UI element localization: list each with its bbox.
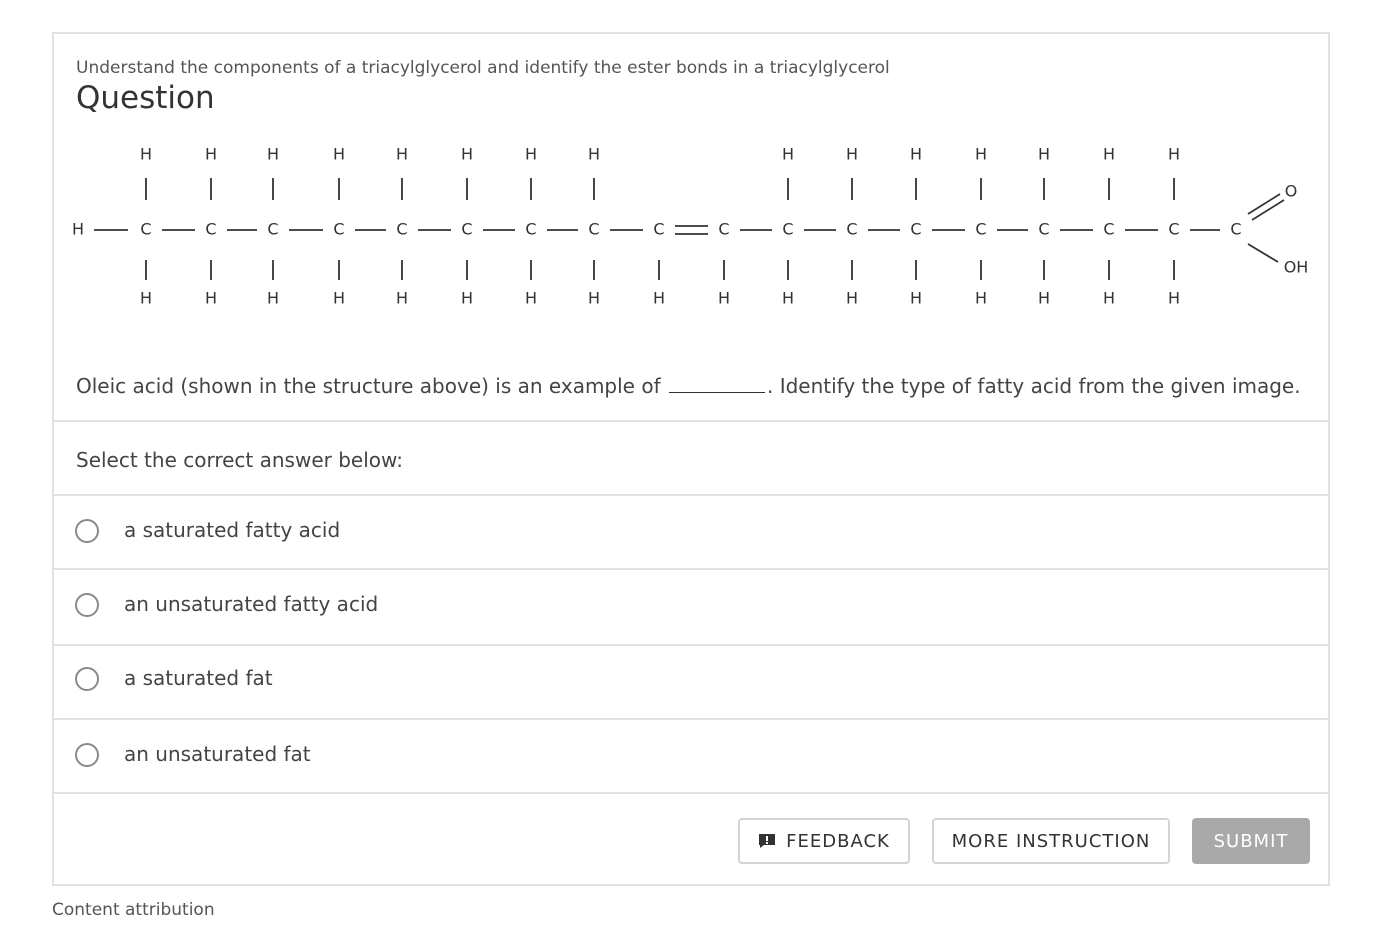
question-title: Question	[76, 80, 215, 116]
content-attribution-link[interactable]: Content attribution	[52, 900, 215, 920]
hydrogen-atom: H	[781, 288, 795, 308]
carbon-atom: C	[653, 219, 665, 239]
hydrogen-atom: H	[524, 288, 538, 308]
hydrogen-atom: H	[71, 219, 85, 239]
divider	[54, 792, 1330, 794]
hydrogen-atom: H	[974, 144, 988, 164]
carbon-atom: C	[461, 219, 473, 239]
carbon-atom: C	[1230, 219, 1242, 239]
more-instruction-button[interactable]	[932, 818, 1170, 864]
carbon-atom: C	[333, 219, 345, 239]
carbon-atom: C	[846, 219, 858, 239]
prompt-text-after: . Identify the type of fatty acid from the given image.	[766, 374, 1301, 398]
feedback-label: FEEDBACK	[786, 830, 890, 852]
more-instruction-label: MORE INSTRUCTION	[951, 830, 1151, 852]
submit-button[interactable]	[1192, 818, 1310, 864]
carbon-atom: C	[205, 219, 217, 239]
answer-blank	[669, 374, 765, 393]
answer-option-4[interactable]	[54, 720, 1330, 792]
carbon-atom: C	[1168, 219, 1180, 239]
feedback-button[interactable]	[738, 818, 910, 864]
radio-button[interactable]	[75, 743, 99, 767]
question-prompt	[76, 374, 1301, 398]
hydrogen-atom: H	[909, 144, 923, 164]
answer-option-3[interactable]	[54, 644, 1330, 716]
hydrogen-atom: H	[974, 288, 988, 308]
select-label: Select the correct answer below:	[76, 448, 404, 472]
hydroxyl-group: OH	[1283, 257, 1309, 277]
hydrogen-atom: H	[1167, 288, 1181, 308]
hydrogen-atom: H	[587, 144, 601, 164]
hydrogen-atom: H	[139, 288, 153, 308]
option-label: an unsaturated fatty acid	[124, 592, 379, 616]
answer-option-2[interactable]	[54, 570, 1330, 642]
hydrogen-atom: H	[139, 144, 153, 164]
hydrogen-atom: H	[460, 144, 474, 164]
option-label: a saturated fatty acid	[124, 518, 341, 542]
hydrogen-atom: H	[395, 144, 409, 164]
hydrogen-atom: H	[909, 288, 923, 308]
hydrogen-atom: H	[204, 288, 218, 308]
single-bond	[1248, 244, 1278, 262]
radio-button[interactable]	[75, 667, 99, 691]
carbon-atom: C	[975, 219, 987, 239]
hydrogen-atom: H	[266, 144, 280, 164]
carbon-atom: C	[396, 219, 408, 239]
carbon-atom: C	[718, 219, 730, 239]
hydrogen-atom: H	[845, 144, 859, 164]
hydrogen-atom: H	[460, 288, 474, 308]
carbon-atom: C	[782, 219, 794, 239]
learning-objective: Understand the components of a triacylglycerol and identify the ester bonds in a triacylglycerol	[76, 58, 890, 78]
option-label: an unsaturated fat	[124, 742, 311, 766]
hydrogen-atom: H	[204, 144, 218, 164]
carbonyl-double-bond	[1252, 200, 1284, 220]
hydrogen-atom: H	[1102, 144, 1116, 164]
carbon-atom: C	[1103, 219, 1115, 239]
carbon-atom: C	[140, 219, 152, 239]
hydrogen-atom: H	[266, 288, 280, 308]
oxygen-atom: O	[1284, 181, 1298, 201]
radio-button[interactable]	[75, 593, 99, 617]
hydrogen-atom: H	[395, 288, 409, 308]
hydrogen-atom: H	[717, 288, 731, 308]
carbon-atom: C	[267, 219, 279, 239]
hydrogen-atom: H	[845, 288, 859, 308]
carbon-atom: C	[1038, 219, 1050, 239]
carbonyl-double-bond	[1248, 194, 1280, 214]
hydrogen-atom: H	[524, 144, 538, 164]
hydrogen-atom: H	[332, 288, 346, 308]
option-label: a saturated fat	[124, 666, 273, 690]
carbon-atom: C	[525, 219, 537, 239]
hydrogen-atom: H	[1037, 288, 1051, 308]
prompt-text-before: Oleic acid (shown in the structure above) is an example of	[76, 374, 667, 398]
radio-button[interactable]	[75, 519, 99, 543]
hydrogen-atom: H	[781, 144, 795, 164]
question-card	[52, 32, 1330, 886]
hydrogen-atom: H	[652, 288, 666, 308]
feedback-icon	[758, 833, 776, 849]
hydrogen-atom: H	[1102, 288, 1116, 308]
hydrogen-atom: H	[587, 288, 601, 308]
oleic-acid-structure	[54, 134, 1330, 334]
carbon-atom: C	[588, 219, 600, 239]
submit-label: SUBMIT	[1213, 830, 1289, 852]
carbon-atom: C	[910, 219, 922, 239]
answer-option-1[interactable]	[54, 496, 1330, 568]
divider	[54, 420, 1330, 422]
hydrogen-atom: H	[1037, 144, 1051, 164]
hydrogen-atom: H	[1167, 144, 1181, 164]
hydrogen-atom: H	[332, 144, 346, 164]
